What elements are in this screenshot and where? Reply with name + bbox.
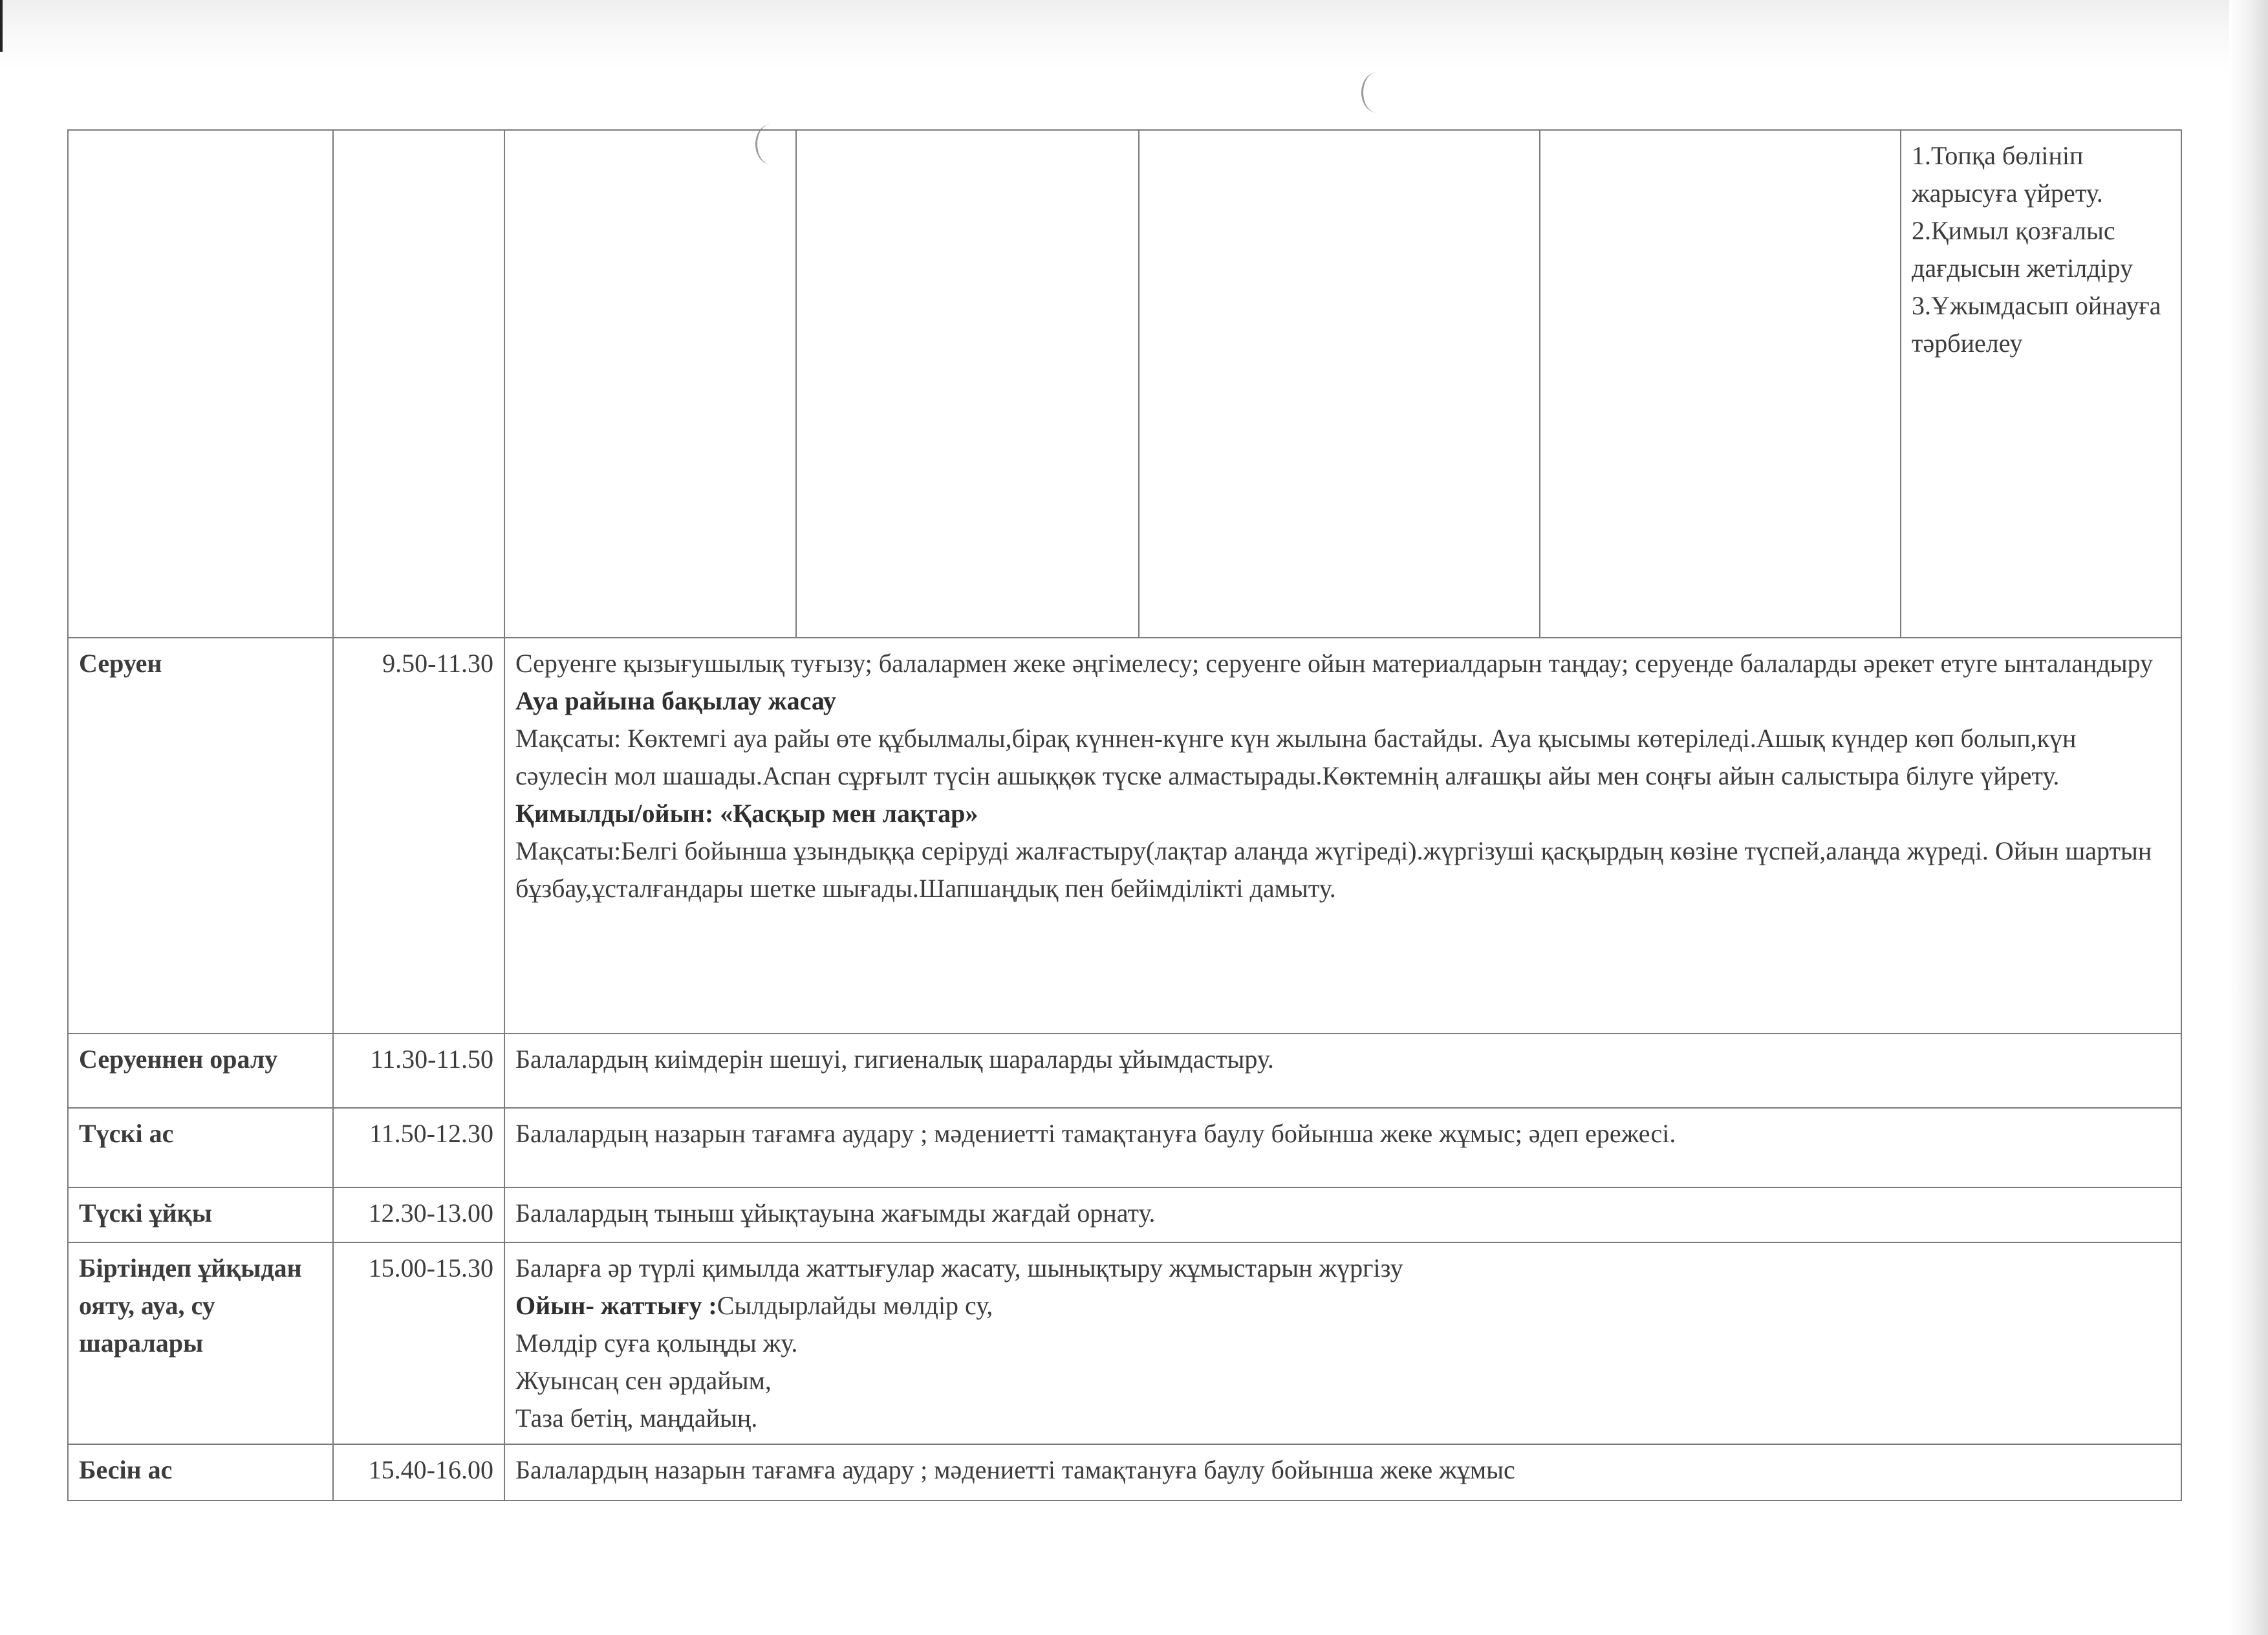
row-content: Балалардың тыныш ұйықтауына жағымды жағдай орнату. (504, 1187, 2181, 1242)
row-label: Бесін ас (68, 1444, 333, 1500)
table-row-snack (68, 1444, 2181, 1500)
row-content: Балалардың киімдерін шешуі, гигиеналық шараларды ұйымдастыру. (504, 1034, 2181, 1108)
empty-cell (333, 130, 504, 638)
row-time: 9.50-11.30 (333, 638, 504, 1034)
table-row-top (68, 130, 2181, 638)
game-name: «Қасқыр мен лақтар» (713, 799, 978, 828)
daily-plan-table (67, 129, 2182, 1501)
scan-corner-mark (0, 0, 3, 52)
empty-cell (504, 130, 796, 638)
poem-line: Сылдырлайды мөлдір су, (717, 1291, 993, 1320)
row-label: Біртіндеп ұйқыдан ояту, ауа, су шаралары (68, 1242, 333, 1444)
activity-goals-cell (1901, 130, 2181, 638)
row-content: Балалардың назарын тағамға аудару ; мәдениетті тамақтануға баулу бойынша жеке жұмыс (504, 1444, 2181, 1500)
table-row-nap (68, 1187, 2181, 1242)
empty-cell (796, 130, 1139, 638)
scan-shadow-right (2229, 0, 2268, 1635)
goal-item: 1.Топқа бөлініп жарысуға үйрету. (1912, 141, 2103, 208)
punch-hole-mark (1361, 72, 1392, 113)
row-label: Серуен (68, 638, 333, 1034)
row-label: Түскі ас (68, 1108, 333, 1187)
empty-cell (1139, 130, 1540, 638)
poem-line: Мөлдір суға қолыңды жу. (515, 1328, 798, 1358)
poem-line: Таза бетің, маңдайың. (515, 1403, 758, 1433)
exercise-label: Ойын- жаттығу : (515, 1291, 717, 1320)
empty-cell (1540, 130, 1901, 638)
row-time: 15.00-15.30 (333, 1242, 504, 1444)
table-row-seruen (68, 638, 2181, 1034)
table-row-wake (68, 1242, 2181, 1444)
game-label: Қимылды/ойын: (515, 799, 714, 828)
row-content (504, 638, 2181, 1034)
goal-item: 2.Қимыл қозғалыс дағдысын жетілдіру (1912, 216, 2133, 283)
table-row-return (68, 1034, 2181, 1108)
row-time: 15.40-16.00 (333, 1444, 504, 1500)
wake-text: Баларға әр түрлі қимылда жаттығулар жасату, шынықтыру жұмыстарын жүргізу (515, 1253, 1403, 1283)
row-time: 11.50-12.30 (333, 1108, 504, 1187)
scan-shadow-top (0, 0, 2268, 71)
goal-item: 3.Ұжымдасып ойнауға тәрбиелеу (1912, 291, 2161, 358)
row-content (504, 1242, 2181, 1444)
row-label: Түскі ұйқы (68, 1187, 333, 1242)
row-time: 11.30-11.50 (333, 1034, 504, 1108)
row-time: 12.30-13.00 (333, 1187, 504, 1242)
poem-line: Жуынсаң сен әрдайым, (515, 1366, 772, 1395)
table-row-lunch (68, 1108, 2181, 1187)
empty-cell (68, 130, 333, 638)
row-label: Серуеннен оралу (68, 1034, 333, 1108)
observation-title: Ауа райына бақылау жасау (515, 686, 836, 715)
walk-intro: Серуенге қызығушылық туғызу; балалармен жеке әңгімелесу; серуенге ойын материалдарын таңдау; серуенде балаларды әрекет етуге ынталандыру (515, 649, 2154, 678)
observation-goal: Мақсаты: Көктемгі ауа райы өте құбылмалы,бірақ күннен-күнге күн жылына бастайды. Ауа қысымы көтеріледі.Ашық күндер көп болып,күн сәулесін мол шашады.Аспан сұрғылт түсін ашыққөк түске алмастырады.Көктемнің алғашқы айы мен соңғы айын салыстыра білуге үйрету. (515, 724, 2077, 790)
game-goal: Мақсаты:Белгі бойынша ұзындыққа серіруді жалғастыру(лақтар алаңда жүгіреді).жүргізуші қасқырдың көзіне түспей,алаңда жүреді. Ойын шартын бұзбау,ұсталғандары шетке шығады.Шапшаңдық пен бейімділікті дамыту. (515, 836, 2152, 903)
row-content: Балалардың назарын тағамға аудару ; мәдениетті тамақтануға баулу бойынша жеке жұмыс; әдеп ережесі. (504, 1108, 2181, 1187)
